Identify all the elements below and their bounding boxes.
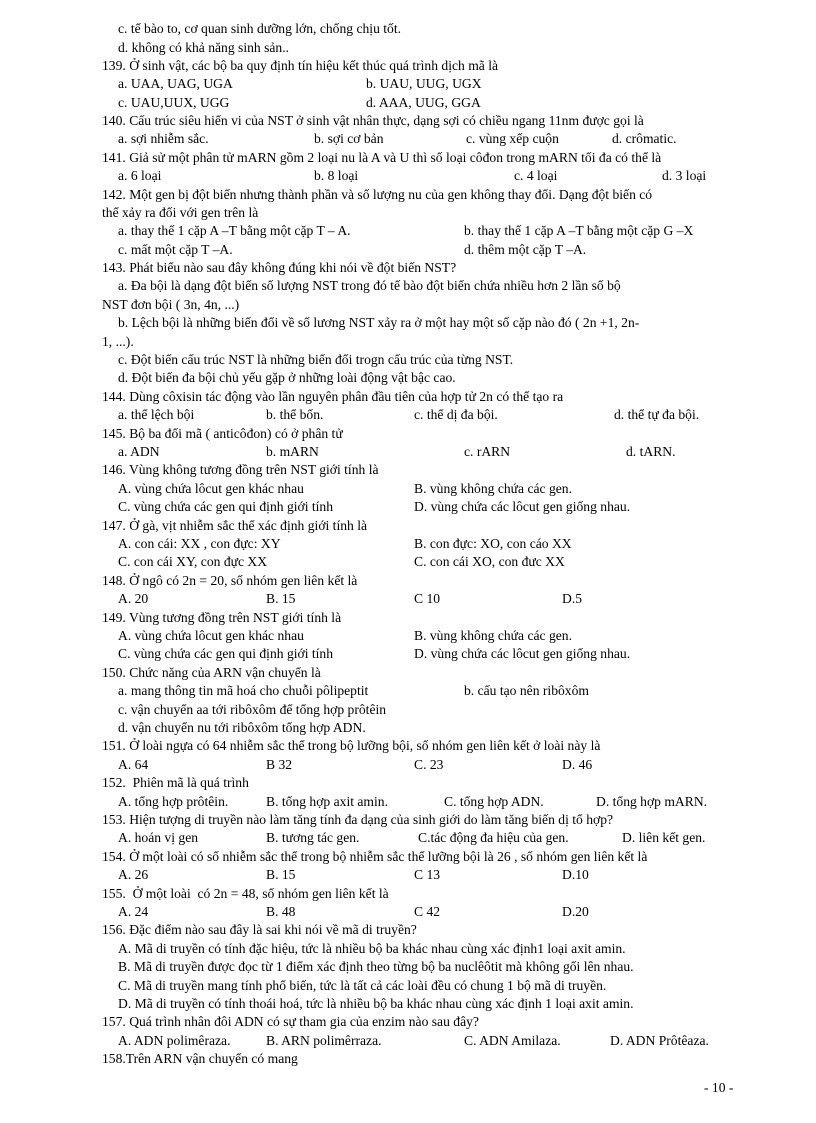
option-d: D. tổng hợp mARN. [596,794,708,809]
option-c: C 10 [414,591,441,606]
option-d: d. thể tự đa bội. [614,407,700,422]
option-a: a. UAA, UAG, UGA [118,76,233,91]
option-d: d. AAA, UUG, GGA [366,95,481,110]
option-b: B. ARN polimêrraza. [266,1033,382,1048]
option-b: B. tổng hợp axit amin. [266,794,388,809]
option-c: C. ADN Amilaza. [464,1033,561,1048]
option-a: A. vùng chứa lôcut gen khác nhau [118,481,304,496]
question-154: 154. Ở một loài có số nhiễm sắc thể trong bộ nhiễm sắc thể lưỡng bội là 26 , số nhóm gen liên kết là [102,849,648,864]
option-b: B. tương tác gen. [266,830,360,845]
option-c: c. UAU,UUX, UGG [118,95,230,110]
question-149: 149. Vùng tương đồng trên NST giới tính là [102,610,342,625]
option-d: C. con cái XO, con đưc XX [414,554,565,569]
option-a: a. ADN [118,444,160,459]
option-a: A. 26 [118,867,149,882]
question-155: 155. Ở một loài có 2n = 48, số nhóm gen liên kết là [102,886,389,901]
option-d: D.10 [562,867,589,882]
question-153: 153. Hiện tượng di truyền nào làm tăng tính đa dạng của sinh giới do làm tăng biến dị tổ hợp? [102,812,614,827]
option-c: C 42 [414,904,441,919]
option-c: C. Mã di truyền mang tính phổ biến, tức là tất cả các loài đều có chung 1 bộ mã di truyền. [118,978,607,993]
option-d: d. vận chuyển nu tới ribôxôm tổng hợp ADN. [118,720,366,735]
option-a: a. mang thông tin mã hoá cho chuỗi pôlipeptit [118,683,369,698]
option-b: b. sợi cơ bản [314,131,384,146]
option-a: a. 6 loại [118,168,162,183]
option-b: b. UAU, UUG, UGX [366,76,482,91]
option-b: b. thể bốn. [266,407,324,422]
option-b: B. 15 [266,867,296,882]
option-d: D. liên kết gen. [622,830,706,845]
option-c: C. vùng chứa các gen qui định giới tính [118,499,334,514]
option-c: c. 4 loại [514,168,558,183]
option-c: C. tổng hợp ADN. [444,794,544,809]
option-d: d. tARN. [626,444,676,459]
option-b: b. Lệch bội là những biến đổi về số lương NST xảy ra ở một hay một số cặp nào đó ( 2n +1, 2n- [118,315,640,330]
option-a: A. vùng chứa lôcut gen khác nhau [118,628,304,643]
option-c: c. vùng xếp cuộn [466,131,559,146]
option-b: B. 15 [266,591,296,606]
option-d: D.20 [562,904,589,919]
option-c: c. rARN [464,444,511,459]
option-a-cont: NST đơn bội ( 3n, 4n, ...) [102,297,240,312]
option-a: a. sợi nhiễm sắc. [118,131,209,146]
option-a: A. tổng hợp prôtêin. [118,794,229,809]
option-b: B. vùng không chứa các gen. [414,628,572,643]
question-146: 146. Vùng không tương đồng trên NST giới tính là [102,462,379,477]
option-a: A. con cái: XX , con đực: XY [118,536,281,551]
option-c: C.tác động đa hiệu của gen. [418,830,569,845]
option-text: d. không có khả năng sinh sản.. [118,40,290,55]
option-c: c. thể dị đa bội. [414,407,498,422]
option-b: B 32 [266,757,293,772]
option-d: D. ADN Prôtêaza. [610,1033,709,1048]
question-147: 147. Ở gà, vịt nhiễm sắc thể xác định giới tính là [102,518,368,533]
question-148: 148. Ở ngô có 2n = 20, số nhóm gen liên kết là [102,573,358,588]
question-143: 143. Phát biểu nào sau đây không đúng khi nói về đột biến NST? [102,260,457,275]
option-d: d. thêm một cặp T –A. [464,242,587,257]
question-152: 152. Phiên mã là quá trình [102,775,249,790]
option-b: B. vùng không chứa các gen. [414,481,572,496]
option-a: A. Mã di truyền có tính đặc hiệu, tức là nhiều bộ ba khác nhau cùng xác định1 loại axit amin. [118,941,626,956]
question-142-cont: thể xảy ra đối với gen trên là [102,205,259,220]
question-158: 158.Trên ARN vận chuyển có mang [102,1051,298,1066]
option-c: c. vận chuyển aa tới ribôxôm để tổng hợp prôtêin [118,702,387,717]
page-number: - 10 - [704,1080,734,1095]
option-b: b. cấu tạo nên ribôxôm [464,683,589,698]
option-a: a. thể lệch bội [118,407,195,422]
option-d: D. Mã di truyền có tính thoái hoá, tức là nhiều bộ ba khác nhau cùng xác định 1 loại axit amin. [118,996,634,1011]
question-142: 142. Một gen bị đột biến nhưng thành phần và số lượng nu của gen không thay đổi. Dạng đột biến có [102,187,653,202]
option-b: B. Mã di truyền được đọc từ 1 điểm xác định theo từng bộ ba nuclêôtit mà không gối lên nhau. [118,959,634,974]
option-a: A. hoán vị gen [118,830,199,845]
option-a: A. 64 [118,757,149,772]
question-157: 157. Quá trình nhân đôi ADN có sự tham gia của enzim nào sau đây? [102,1014,479,1029]
option-text: c. tế bào to, cơ quan sinh dưỡng lớn, chống chịu tốt. [118,21,402,36]
option-c: C. con cái XY, con đực XX [118,554,268,569]
question-151: 151. Ở loài ngựa có 64 nhiễm sắc thể trong bộ lưỡng bội, số nhóm gen liên kết ở loài này là [102,738,601,753]
option-c: c. Đột biến cấu trúc NST là những biến đổi trogn cấu trúc của từng NST. [118,352,514,367]
option-d: D. 46 [562,757,593,772]
option-d: D. vùng chứa các lôcut gen giống nhau. [414,499,631,514]
option-c: C. vùng chứa các gen qui định giới tính [118,646,334,661]
option-b: b. mARN [266,444,319,459]
option-a: a. thay thế 1 cặp A –T bằng một cặp T – A. [118,223,351,238]
option-d: d. 3 loại [662,168,707,183]
option-b: b. thay thế 1 cặp A –T bằng một cặp G –X [464,223,694,238]
option-c: C. 23 [414,757,444,772]
question-139: 139. Ở sinh vật, các bộ ba quy định tín hiệu kết thúc quá trình dịch mã là [102,58,499,73]
option-b-cont: 1, ...). [102,334,134,349]
option-b: B. con đực: XO, con cáo XX [414,536,572,551]
option-b: b. 8 loại [314,168,359,183]
option-d: D. vùng chứa các lôcut gen giống nhau. [414,646,631,661]
option-a: A. ADN polimêraza. [118,1033,231,1048]
option-b: B. 48 [266,904,296,919]
option-a: A. 24 [118,904,149,919]
question-140: 140. Cấu trúc siêu hiển vi của NST ở sinh vật nhân thực, dạng sợi có chiều ngang 11nm được gọi là [102,113,644,128]
question-150: 150. Chức năng của ARN vận chuyển là [102,665,321,680]
question-141: 141. Giả sử một phân tử mARN gồm 2 loại nu là A và U thì số loại côđon trong mARN tối đa có thể là [102,150,662,165]
question-156: 156. Đặc điểm nào sau đây là sai khi nói về mã di truyền? [102,922,417,937]
option-d: d. Đột biến đa bội chủ yếu gặp ở những loài động vật bậc cao. [118,370,456,385]
question-144: 144. Dùng côxisin tác động vào lần nguyên phân đầu tiên của hợp tử 2n có thể tạo ra [102,389,564,404]
option-d: D.5 [562,591,583,606]
option-d: d. crômatic. [612,131,677,146]
option-c: C 13 [414,867,441,882]
option-a: a. Đa bội là dạng đột biến số lượng NST trong đó tế bào đột biến chứa nhiều hơn 2 lần số bộ [118,278,621,293]
option-a: A. 20 [118,591,149,606]
option-c: c. mất một cặp T –A. [118,242,233,257]
question-145: 145. Bộ ba đối mã ( anticôđon) có ở phân tử [102,426,343,441]
